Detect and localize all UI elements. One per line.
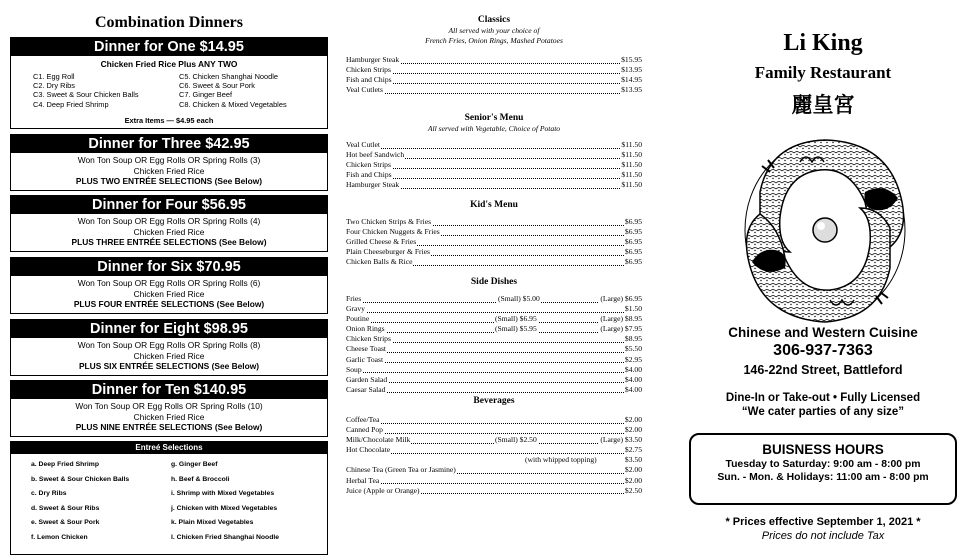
dinner-line: PLUS SIX ENTRÉE SELECTIONS (See Below) <box>78 361 260 372</box>
classics-subtitle: All served with your choice of <box>448 26 540 35</box>
item-price: (Large) $6.95 <box>600 294 642 303</box>
dinner-for-one-options <box>17 72 321 109</box>
item-name: Chicken Strips <box>346 160 391 170</box>
item-name: Onion Rings <box>346 324 385 334</box>
entree-item: l. Chicken Fried Shanghai Noodle <box>171 533 280 541</box>
entree-item: g. Ginger Beef <box>171 461 218 468</box>
classics-section <box>346 14 642 95</box>
item-price: $1.50 <box>624 304 642 314</box>
item-price: $4.00 <box>624 384 642 394</box>
item-price: $15.95 <box>621 55 642 64</box>
dinner-for-four-box <box>10 195 328 252</box>
menu-row <box>346 294 642 304</box>
entree-item: h. Beef & Broccoli <box>171 475 230 483</box>
item-name: Chicken Balls & Rice <box>346 257 413 267</box>
menu-row <box>346 160 642 170</box>
dinner-header: Dinner for Eight $98.95 <box>11 320 327 338</box>
beverages-section <box>346 395 642 496</box>
dinner-for-ten-box <box>10 380 328 437</box>
option-item: C8. Chicken & Mixed Vegetables <box>179 99 287 109</box>
dinner-line: Chicken Fried Rice <box>133 411 205 422</box>
menu-row <box>346 257 642 267</box>
item-price: $11.50 <box>621 150 642 160</box>
entree-item: j. Chicken with Mixed Vegetables <box>171 504 278 512</box>
menu-row <box>346 227 642 237</box>
option-item: C3. Sweet & Sour Chicken Balls <box>33 90 139 100</box>
item-name: Fish and Chips <box>346 75 392 85</box>
item-price: $13.95 <box>621 65 642 75</box>
chinese-name: 麗皇宮 <box>791 92 855 117</box>
item-name: Soup <box>346 364 362 374</box>
menu-row <box>346 365 642 375</box>
item-price: (Large) $3.50 <box>600 435 642 445</box>
item-price: $6.95 <box>624 217 642 226</box>
dinner-line: Won Ton Soup OR Egg Rolls OR Spring Rolls (10) <box>75 401 263 411</box>
dinner-line: Chicken Fried Rice <box>133 165 205 176</box>
item-price: $11.50 <box>621 160 642 170</box>
item-price: $2.00 <box>624 465 642 475</box>
address: 146-22nd Street, Battleford <box>743 363 903 377</box>
entree-item: a. Deep Fried Shrimp <box>31 461 99 468</box>
item-price: $4.00 <box>624 374 642 384</box>
item-name: Canned Pop <box>346 425 383 435</box>
entree-item: f. Lemon Chicken <box>31 533 88 541</box>
menu-row <box>346 425 642 435</box>
side-dishes-section <box>346 276 642 395</box>
item-name: Hot beef Sandwich <box>346 150 405 160</box>
menu-row <box>346 247 642 257</box>
menu-row <box>346 435 642 445</box>
item-price: $4.00 <box>624 364 642 374</box>
dinner-line: Chicken Fried Rice <box>133 288 205 299</box>
entree-item: c. Dry Ribs <box>31 490 67 498</box>
menu-row <box>346 314 642 324</box>
menu-row <box>346 375 642 385</box>
item-price: $11.50 <box>621 140 642 149</box>
item-name: Chicken Strips <box>346 334 391 344</box>
option-item: C6. Sweet & Sour Pork <box>179 81 255 91</box>
item-name: Grilled Cheese & Fries <box>346 237 417 247</box>
item-price: $2.00 <box>624 475 642 485</box>
dinner-for-one-header: Dinner for One $14.95 <box>11 38 327 56</box>
dinner-line: PLUS FOUR ENTRÉE SELECTIONS (See Below) <box>73 299 265 310</box>
item-name: Cheese Toast <box>346 344 387 354</box>
item-price: $14.95 <box>621 75 642 85</box>
restaurant-name: Li King <box>783 30 863 56</box>
item-small-price: (Small) $5.00 <box>498 294 540 303</box>
item-name: Hot Chocolate <box>346 445 391 455</box>
menu-row <box>346 140 642 150</box>
seniors-section <box>346 112 642 190</box>
classics-title: Classics <box>477 15 511 25</box>
item-price: $11.50 <box>621 180 642 190</box>
catering-note: “We cater parties of any size” <box>741 406 905 418</box>
item-price: $5.50 <box>624 344 642 354</box>
menu-row <box>346 217 642 227</box>
menu-row <box>346 385 642 395</box>
dinner-for-three-box <box>10 134 328 191</box>
dinner-header: Dinner for Three $42.95 <box>11 135 327 153</box>
item-name: Herbal Tea <box>346 475 380 485</box>
kids-section <box>346 199 642 267</box>
business-hours-box <box>689 433 957 505</box>
item-name: Garden Salad <box>346 374 388 384</box>
item-price: $2.95 <box>624 354 642 364</box>
item-price: $2.50 <box>624 485 642 495</box>
restaurant-subtitle: Family Restaurant <box>754 63 892 82</box>
entree-selections-list <box>11 454 327 546</box>
dinner-line: PLUS TWO ENTRÉE SELECTIONS (See Below) <box>75 176 263 187</box>
entree-selections-header: Entreé Selections <box>11 442 327 454</box>
prices-effective-note: * Prices effective September 1, 2021 * <box>725 516 921 528</box>
item-name: Coffee/Tea <box>346 415 380 424</box>
item-price: (Large) $8.95 <box>600 314 642 324</box>
menu-row <box>346 355 642 365</box>
menu-row <box>346 465 642 475</box>
kids-title: Kid's Menu <box>470 200 518 210</box>
option-item: C1. Egg Roll <box>33 72 75 81</box>
entree-selections-box <box>10 441 328 555</box>
dragon-emblem-icon <box>740 132 910 328</box>
menu-row <box>346 304 642 314</box>
item-name: Fish and Chips <box>346 170 392 180</box>
item-price: $3.50 <box>624 455 642 465</box>
menu-row <box>346 415 642 425</box>
menu-row <box>346 486 642 496</box>
item-name: Fries <box>346 294 362 303</box>
item-name: Gravy <box>346 304 365 314</box>
item-price: $8.95 <box>624 334 642 344</box>
menu-row <box>346 334 642 344</box>
item-name: Two Chicken Strips & Fries <box>346 217 432 226</box>
item-name: Poutine <box>346 314 370 324</box>
business-hours-title: BUISNESS HOURS <box>762 442 884 457</box>
item-price: $6.95 <box>624 257 642 267</box>
option-item: C7. Ginger Beef <box>179 90 232 100</box>
hours-line: Tuesday to Saturday: 9:00 am - 8:00 pm <box>725 459 921 470</box>
entree-item: i. Shrimp with Mixed Vegetables <box>171 490 275 498</box>
classics-subtitle: French Fries, Onion Rings, Mashed Potatoes <box>425 36 563 45</box>
cuisine-label: Chinese and Western Cuisine <box>728 325 918 340</box>
menu-row <box>346 75 642 85</box>
option-item: C5. Chicken Shanghai Noodle <box>179 72 279 81</box>
side-dishes-title: Side Dishes <box>470 277 518 287</box>
item-small-price: (Small) $2.50 <box>495 435 537 445</box>
item-price: $2.75 <box>624 445 642 455</box>
menu-row <box>346 150 642 160</box>
entree-item: e. Sweet & Sour Pork <box>31 519 100 527</box>
extra-items-note: Extra Items — $4.95 each <box>124 115 214 125</box>
menu-row <box>346 180 642 190</box>
item-name: Veal Cutlet <box>346 140 380 149</box>
item-name: Hamburger Steak <box>346 55 400 64</box>
beverages-title: Beverages <box>473 396 515 406</box>
combination-dinners-column <box>10 12 328 541</box>
dinner-line: PLUS THREE ENTRÉE SELECTIONS (See Below) <box>71 237 267 248</box>
dinner-header: Dinner for Four $56.95 <box>11 196 327 214</box>
item-name: Four Chicken Nuggets & Fries <box>346 227 440 237</box>
menu-row <box>346 170 642 180</box>
dinner-for-eight-box <box>10 319 328 376</box>
item-small-price: (Small) $6.95 <box>495 314 537 324</box>
hours-line: Sun. - Mon. & Holidays: 11:00 am - 8:00 pm <box>717 472 929 483</box>
combination-dinners-title: Combination Dinners <box>94 14 244 31</box>
item-price: $13.95 <box>621 85 642 95</box>
entree-item: k. Plain Mixed Vegetables <box>171 519 254 527</box>
item-name: Veal Cutlets <box>346 85 383 95</box>
item-price: $6.95 <box>624 237 642 247</box>
dinner-for-one-subtitle: Chicken Fried Rice Plus ANY TWO <box>100 59 238 69</box>
item-price: $11.50 <box>621 170 642 180</box>
item-name: Milk/Chocolate Milk <box>346 435 411 445</box>
menu-row <box>346 237 642 247</box>
item-price: $2.00 <box>624 425 642 435</box>
seniors-subtitle: All served with Vegetable, Choice of Potato <box>427 124 561 133</box>
item-name: Plain Cheeseburger & Fries <box>346 247 431 257</box>
menu-row <box>346 476 642 486</box>
item-price: $2.00 <box>624 415 642 424</box>
menu-row <box>346 65 642 75</box>
dinner-line: Won Ton Soup OR Egg Rolls OR Spring Rolls (6) <box>77 278 261 288</box>
dinner-header: Dinner for Six $70.95 <box>11 258 327 276</box>
dinner-for-one-box <box>10 37 328 129</box>
menu-row <box>346 455 642 465</box>
item-small-price: (Small) $5.95 <box>495 324 537 334</box>
option-item: C4. Deep Fried Shrimp <box>33 99 109 109</box>
entree-item: d. Sweet & Sour Ribs <box>31 504 100 512</box>
dinner-for-six-box <box>10 257 328 314</box>
dinner-line: PLUS NINE ENTRÉE SELECTIONS (See Below) <box>75 422 263 433</box>
item-name: Chicken Strips <box>346 65 391 75</box>
dinner-header: Dinner for Ten $140.95 <box>11 381 327 399</box>
dinner-line: Won Ton Soup OR Egg Rolls OR Spring Rolls (4) <box>77 216 261 226</box>
item-price: $6.95 <box>624 227 642 237</box>
phone-number: 306-937-7363 <box>773 342 873 359</box>
menu-row <box>346 445 642 455</box>
item-name: (with whipped topping) <box>525 455 597 465</box>
item-name: Garlic Toast <box>346 354 384 364</box>
option-item: C2. Dry Ribs <box>33 81 75 91</box>
menu-row <box>346 344 642 354</box>
item-price: $6.95 <box>624 247 642 257</box>
tax-note: Prices do not include Tax <box>761 530 885 542</box>
entree-item: b. Sweet & Sour Chicken Balls <box>31 475 130 483</box>
menu-row <box>346 85 642 95</box>
item-name: Caesar Salad <box>346 384 386 394</box>
item-name: Juice (Apple or Orange) <box>346 485 420 495</box>
seniors-title: Senior's Menu <box>464 113 524 123</box>
item-name: Hamburger Steak <box>346 180 400 190</box>
menu-row <box>346 55 642 65</box>
dine-in-note: Dine-In or Take-out • Fully Licensed <box>725 392 921 404</box>
item-name: Chinese Tea (Green Tea or Jasmine) <box>346 465 456 475</box>
menu-row <box>346 324 642 334</box>
dinner-line: Won Ton Soup OR Egg Rolls OR Spring Rolls (3) <box>77 155 261 165</box>
item-price: (Large) $7.95 <box>600 324 642 334</box>
dinner-line: Won Ton Soup OR Egg Rolls OR Spring Rolls (8) <box>77 340 261 350</box>
dinner-line: Chicken Fried Rice <box>133 350 205 361</box>
dinner-line: Chicken Fried Rice <box>133 226 205 237</box>
